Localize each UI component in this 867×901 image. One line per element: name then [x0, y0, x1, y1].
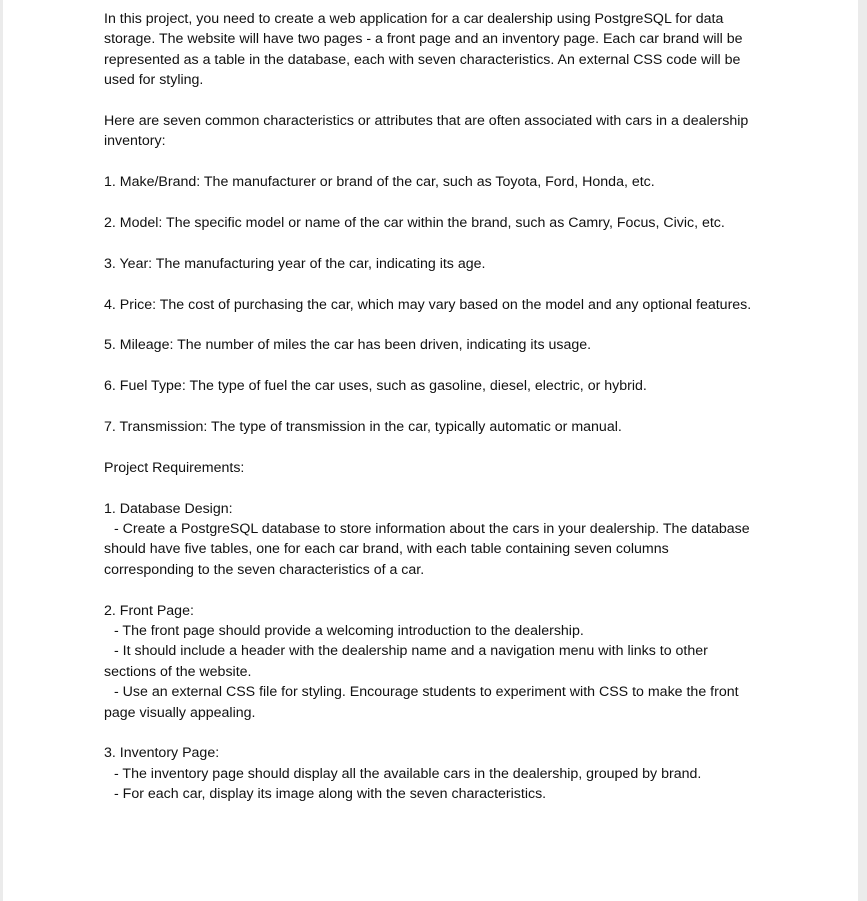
- characteristic-make: 1. Make/Brand: The manufacturer or brand of the car, such as Toyota, Ford, Honda, etc.: [104, 174, 655, 191]
- requirement-item: - The inventory page should display all the available cars in the dealership, grouped by brand.: [114, 765, 702, 782]
- requirement-inventory-page: [104, 743, 754, 804]
- document-content: [104, 9, 754, 825]
- document-page: [3, 0, 858, 901]
- requirement-item: - For each car, display its image along with the seven characteristics.: [114, 786, 547, 803]
- requirements-heading: Project Requirements:: [104, 459, 245, 476]
- requirement-item: - Create a PostgreSQL database to store information about the cars in your dealership. The database should have five tables, one for each car brand, with each table containing seven columns corresponding to the seven characteristics of a car.: [104, 521, 754, 578]
- characteristics-intro: Here are seven common characteristics or attributes that are often associated with cars in a dealership inventory:: [104, 113, 753, 150]
- intro-paragraph: In this project, you need to create a web application for a car dealership using PostgreSQL for data storage. The website will have two pages - a front page and an inventory page. Each car brand will be represented as a table in the database, each with seven characteristics. An external CSS code will be used for styling.: [104, 11, 747, 89]
- characteristic-price: 4. Price: The cost of purchasing the car, which may vary based on the model and any optional features.: [104, 296, 752, 313]
- requirement-item: - Use an external CSS file for styling. Encourage students to experiment with CSS to make the front page visually appealing.: [104, 684, 743, 721]
- requirement-item: - The front page should provide a welcoming introduction to the dealership.: [114, 623, 584, 640]
- requirement-title: 2. Front Page:: [104, 602, 194, 619]
- requirement-item: - It should include a header with the dealership name and a navigation menu with links to other sections of the website.: [104, 643, 712, 680]
- characteristic-year: 3. Year: The manufacturing year of the car, indicating its age.: [104, 255, 486, 272]
- requirement-title: 3. Inventory Page:: [104, 745, 220, 762]
- requirement-title: 1. Database Design:: [104, 500, 233, 517]
- characteristic-mileage: 5. Mileage: The number of miles the car has been driven, indicating its usage.: [104, 337, 592, 354]
- characteristic-transmission: 7. Transmission: The type of transmission in the car, typically automatic or manual.: [104, 419, 622, 435]
- characteristic-model: 2. Model: The specific model or name of the car within the brand, such as Camry, Focus, Civic, etc.: [104, 215, 725, 232]
- requirement-database-design: [104, 499, 754, 581]
- requirement-front-page: [104, 601, 754, 723]
- characteristic-fuel-type: 6. Fuel Type: The type of fuel the car uses, such as gasoline, diesel, electric, or hybrid.: [104, 378, 647, 395]
